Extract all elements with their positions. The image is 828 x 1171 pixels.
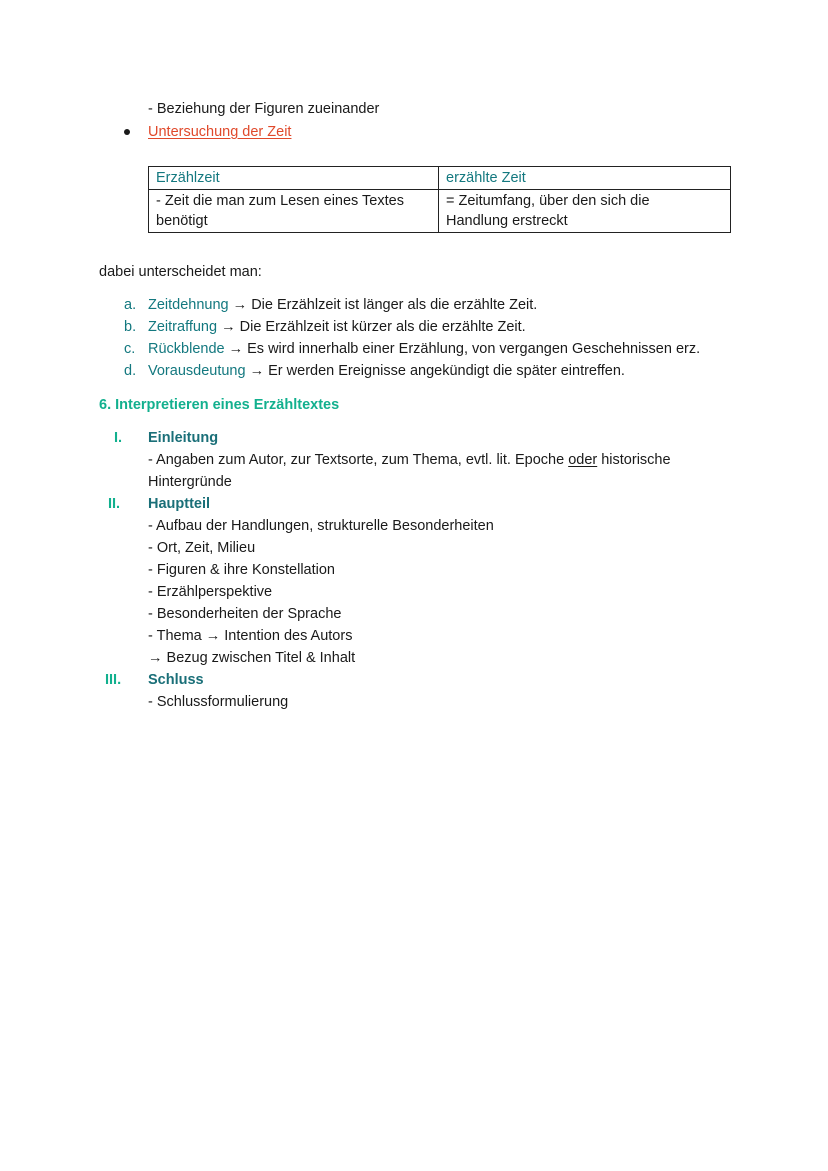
table-cell [439, 190, 731, 233]
list-item: - Schlussformulierung [148, 694, 289, 710]
table-row [149, 190, 731, 233]
list-marker: a. [124, 297, 137, 313]
list-marker: b. [124, 319, 137, 335]
list-marker: d. [124, 363, 137, 379]
list-term: Zeitdehnung [148, 297, 229, 313]
underlined-word: oder [568, 452, 598, 468]
list-text: Die Erzählzeit ist länger als die erzählte Zeit. [251, 297, 538, 313]
list-item: - Ort, Zeit, Milieu [148, 540, 256, 556]
table-cell-line: benötigt [156, 213, 208, 229]
table-cell-line: Handlung erstreckt [446, 213, 568, 229]
table-cell-line: = Zeitumfang, über den sich die [446, 193, 650, 209]
list-text: Die Erzählzeit ist kürzer als die erzählte Zeit. [239, 319, 526, 335]
part-numeral: II. [108, 496, 121, 512]
table-header-row [149, 167, 731, 190]
einleitung-text: - Angaben zum Autor, zur Textsorte, zum Thema, evtl. lit. Epoche [148, 452, 569, 468]
list-item: - Besonderheiten der Sprache [148, 606, 342, 622]
part-numeral: III. [105, 672, 122, 688]
list-term: Zeitraffung [148, 319, 218, 335]
einleitung-line [148, 451, 671, 469]
list-text: Es wird innerhalb einer Erzählung, von vergangen Geschehnissen erz. [247, 341, 701, 357]
table-cell [149, 190, 439, 233]
table-header-cell: Erzählzeit [149, 167, 439, 190]
part-title-einleitung: Einleitung [148, 430, 219, 446]
table-header-cell: erzählte Zeit [439, 167, 731, 190]
list-term: Vorausdeutung [148, 363, 246, 379]
arrow-icon: → [221, 319, 236, 335]
time-comparison-table [148, 166, 731, 233]
part-title-hauptteil: Hauptteil [148, 496, 211, 512]
list-item: - Erzählperspektive [148, 584, 273, 600]
list-term: Rückblende [148, 341, 225, 357]
einleitung-line-2: Hintergründe [148, 474, 232, 490]
list-marker: c. [124, 341, 136, 357]
bullet-label: Untersuchung der Zeit [148, 124, 292, 140]
table-cell-line: - Zeit die man zum Lesen eines Textes [156, 193, 404, 209]
arrow-icon: → [228, 341, 244, 357]
intro-line: - Beziehung der Figuren zueinander [148, 101, 380, 117]
list-item: - Thema → Intention des Autors [148, 628, 353, 644]
list-item: → Bezug zwischen Titel & Inhalt [148, 650, 356, 666]
bullet-dot-icon [124, 129, 130, 135]
section-heading: 6. Interpretieren eines Erzähltextes [99, 397, 340, 413]
einleitung-text-end: historische [597, 452, 671, 468]
list-item: - Figuren & ihre Konstellation [148, 562, 335, 578]
part-numeral: I. [114, 430, 123, 446]
part-title-schluss: Schluss [148, 672, 204, 688]
distinction-intro: dabei unterscheidet man: [99, 264, 262, 280]
list-item: - Aufbau der Handlungen, strukturelle Besonderheiten [148, 518, 494, 534]
arrow-icon: → [232, 297, 248, 313]
list-text: Er werden Ereignisse angekündigt die später eintreffen. [268, 363, 625, 379]
arrow-icon: → [249, 363, 265, 379]
